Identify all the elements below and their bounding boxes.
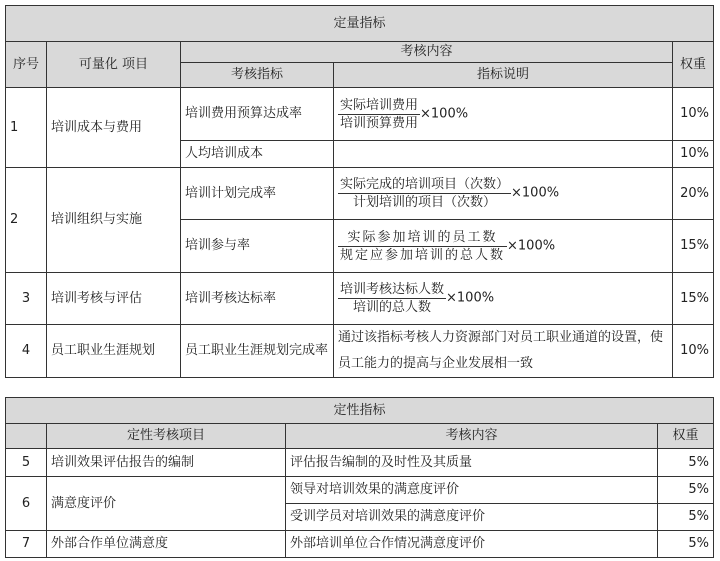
row-no: 6 [6, 477, 47, 531]
row-item: 外部合作单位满意度 [47, 531, 286, 558]
table-row [6, 88, 714, 141]
table-row [6, 531, 714, 558]
row-weight: 5% [658, 531, 714, 558]
row-item: 培训效果评估报告的编制 [47, 449, 286, 477]
row-item: 满意度评价 [47, 477, 286, 531]
row-weight: 10% [673, 88, 714, 141]
header-content: 考核内容 [181, 42, 673, 63]
row-item: 培训组织与实施 [47, 168, 181, 273]
table-row [6, 477, 714, 504]
table-row [6, 325, 714, 378]
header-no [6, 424, 47, 449]
header-content: 考核内容 [286, 424, 658, 449]
row-item: 员工职业生涯规划 [47, 325, 181, 378]
formula-denominator: 培训的总人数 [353, 300, 432, 315]
formula-multiplier: ×100% [420, 106, 469, 121]
row-weight: 10% [673, 325, 714, 378]
row-content: 领导对培训效果的满意度评价 [286, 477, 658, 504]
row-no: 7 [6, 531, 47, 558]
row-formula [334, 273, 673, 325]
row-no: 5 [6, 449, 47, 477]
row-formula [334, 141, 673, 168]
formula-denominator: 计划培训的项目（次数） [353, 195, 497, 210]
row-weight: 10% [673, 141, 714, 168]
row-indicator: 员工职业生涯规划完成率 [181, 325, 334, 378]
row-indicator: 培训考核达标率 [181, 273, 334, 325]
row-content: 受训学员对培训效果的满意度评价 [286, 504, 658, 531]
qualitative-indicators-table [5, 397, 714, 558]
header-indicator: 考核指标 [181, 63, 334, 88]
header-item: 可量化 项目 [47, 42, 181, 88]
row-item: 培训成本与费用 [47, 88, 181, 168]
row-no: 4 [6, 325, 47, 378]
formula-denominator: 培训预算费用 [340, 115, 419, 131]
table-title: 定量指标 [6, 6, 714, 42]
header-no: 序号 [6, 42, 47, 88]
row-content: 评估报告编制的及时性及其质量 [286, 449, 658, 477]
formula-numerator: 实际完成的培训项目（次数） [340, 177, 510, 192]
row-weight: 5% [658, 504, 714, 531]
row-formula [334, 88, 673, 141]
row-weight: 5% [658, 449, 714, 477]
row-no: 1 [6, 88, 47, 168]
row-formula [334, 220, 673, 273]
formula-numerator: 实际培训费用 [340, 97, 419, 113]
quantitative-indicators-table [5, 5, 714, 378]
formula-multiplier: ×100% [446, 290, 495, 306]
header-item: 定性考核项目 [47, 424, 286, 449]
row-indicator: 培训费用预算达成率 [181, 88, 334, 141]
row-indicator: 培训计划完成率 [181, 168, 334, 220]
row-no: 2 [6, 168, 47, 273]
table-title: 定性指标 [6, 398, 714, 424]
row-weight: 15% [673, 220, 714, 273]
row-weight: 15% [673, 273, 714, 325]
formula-numerator: 培训考核达标人数 [340, 282, 445, 297]
row-indicator: 人均培训成本 [181, 141, 334, 168]
row-content: 外部培训单位合作情况满意度评价 [286, 531, 658, 558]
table-row [6, 273, 714, 325]
row-indicator: 培训参与率 [181, 220, 334, 273]
formula-multiplier: ×100% [511, 185, 560, 201]
formula-numerator: 实际参加培训的员工数 [338, 229, 507, 247]
row-weight: 20% [673, 168, 714, 220]
header-description: 指标说明 [334, 63, 673, 88]
row-item: 培训考核与评估 [47, 273, 181, 325]
table-row [6, 449, 714, 477]
row-formula [334, 168, 673, 220]
formula-multiplier: ×100% [507, 238, 556, 253]
header-weight: 权重 [658, 424, 714, 449]
table-row [6, 168, 714, 220]
row-description: 通过该指标考核人力资源部门对员工职业通道的设置，使员工能力的提高与企业发展相一致 [334, 325, 673, 378]
formula-denominator: 规定应参加培训的总人数 [340, 247, 506, 263]
row-weight: 5% [658, 477, 714, 504]
header-weight: 权重 [673, 42, 714, 88]
row-no: 3 [6, 273, 47, 325]
